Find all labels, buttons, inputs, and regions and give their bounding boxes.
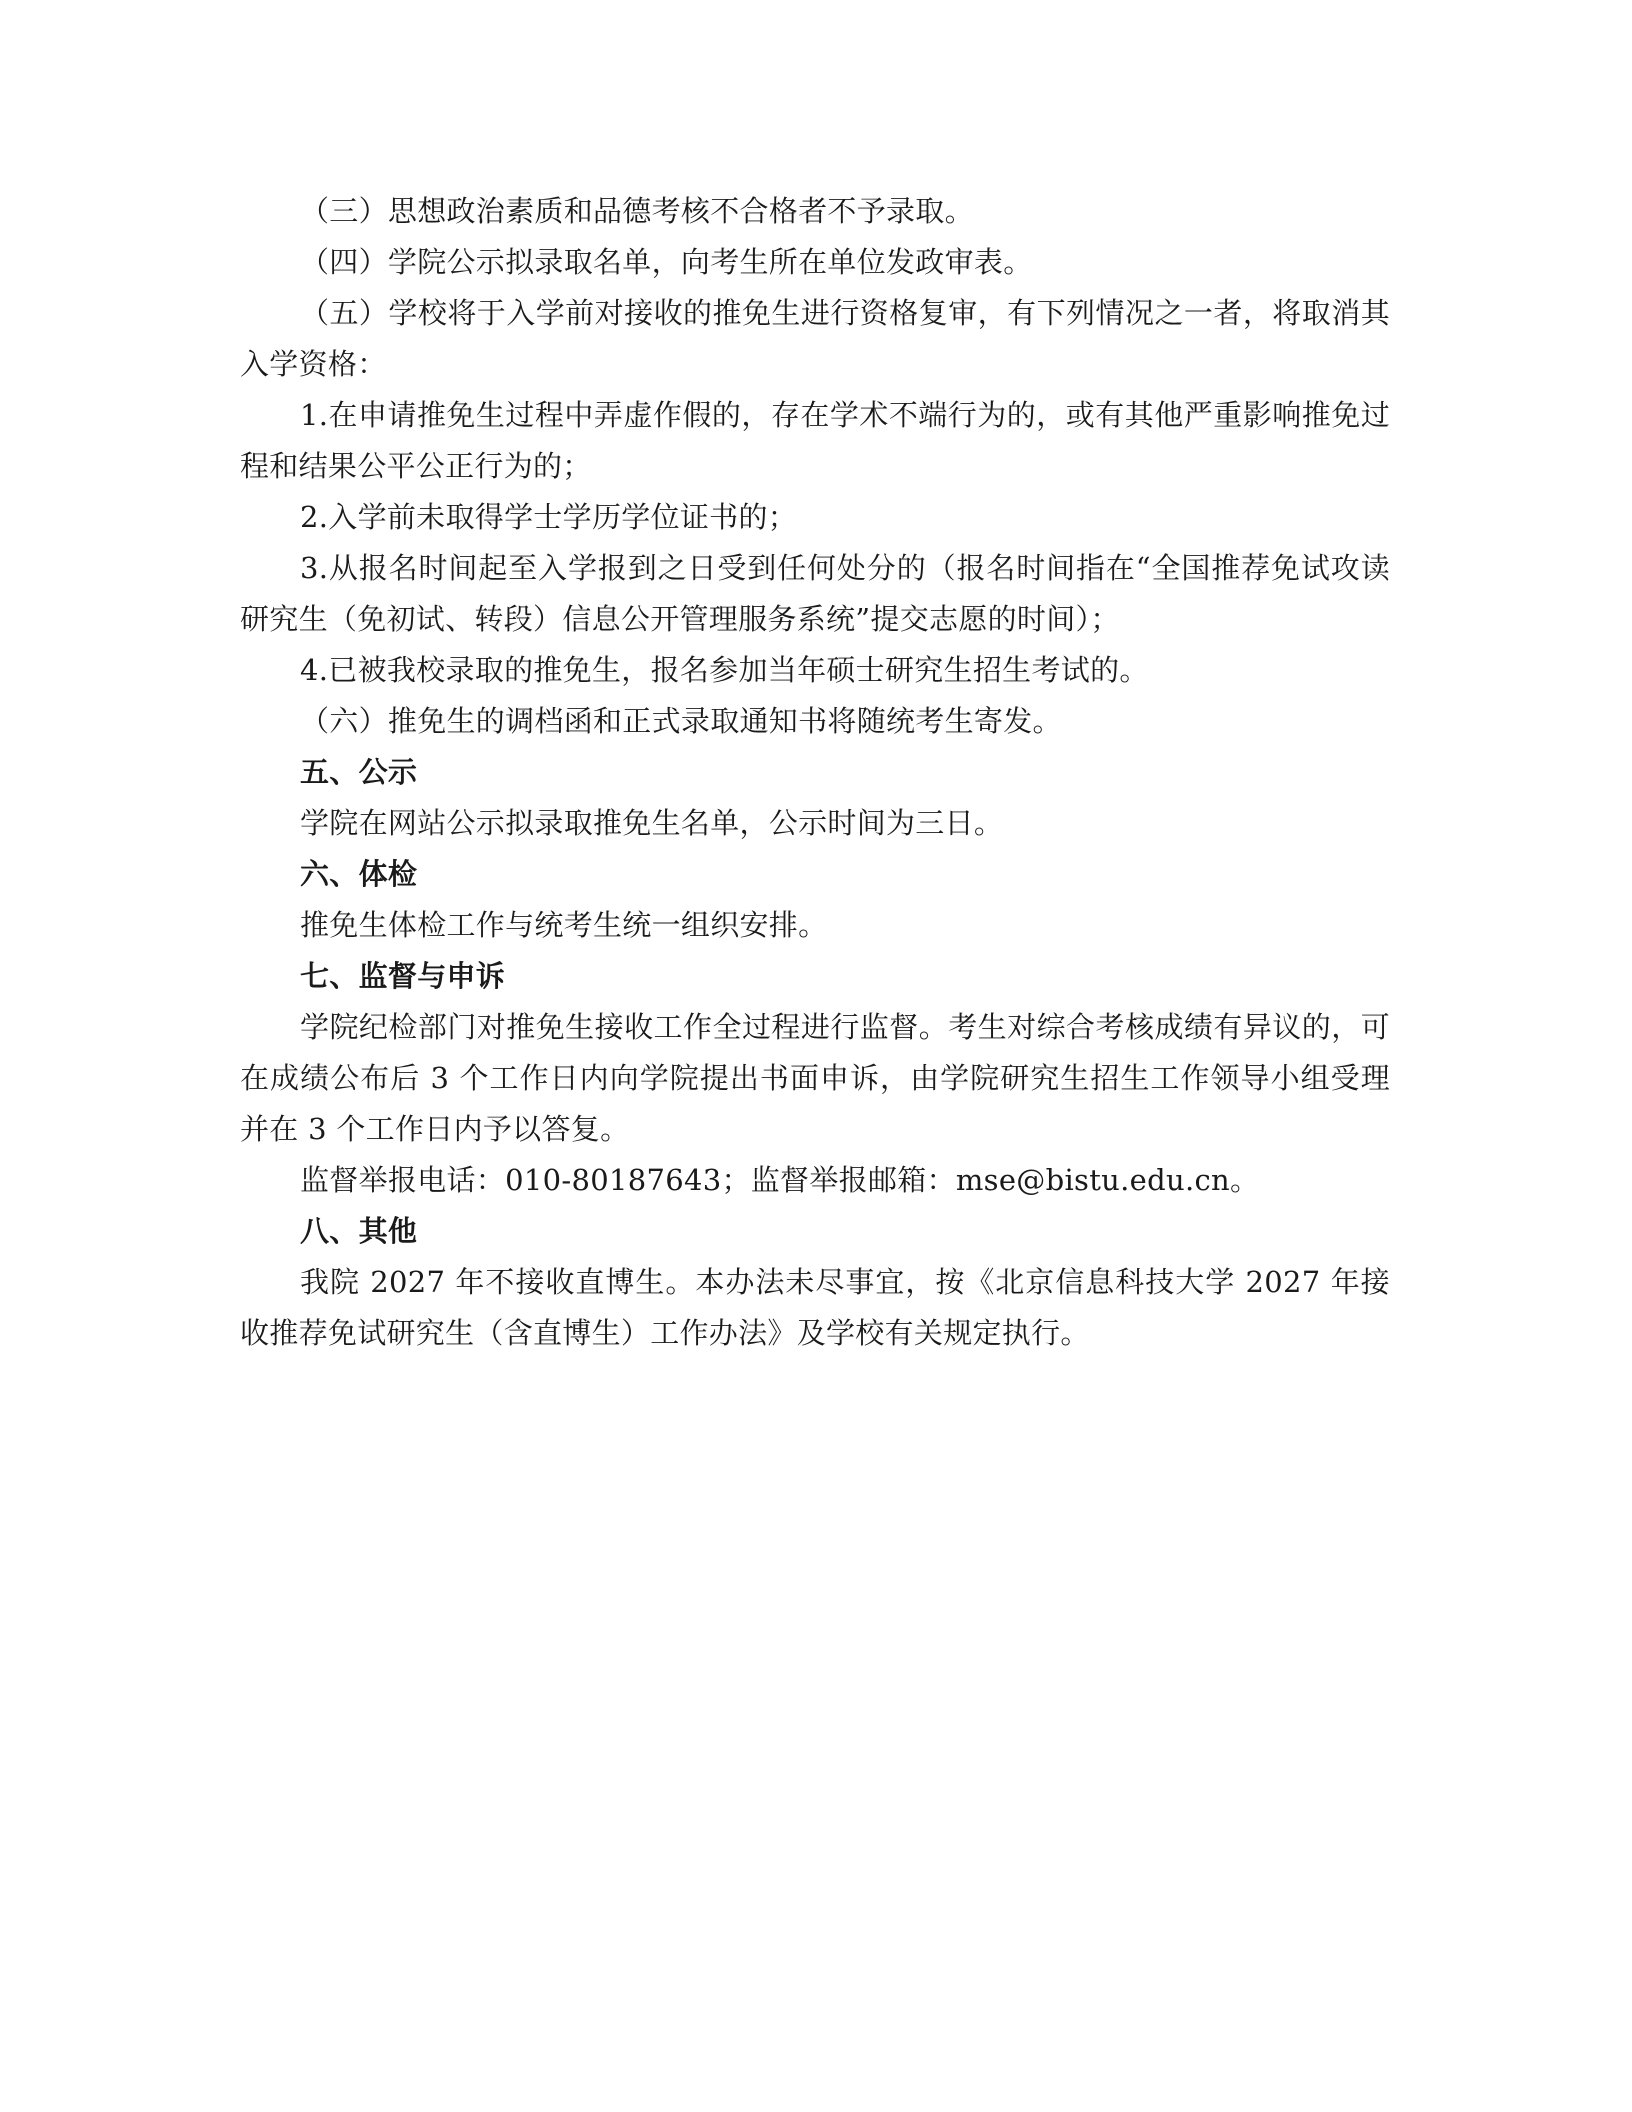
supervision-text: 学院纪检部门对推免生接收工作全过程进行监督。考生对综合考核成绩有异议的，可在成绩公布后 3 个工作日内向学院提出书面申诉，由学院研究生招生工作领导小组受理并在 3 个工作日内予以答复。 (240, 1010, 1390, 1146)
medical-exam-text: 推免生体检工作与统考生统一组织安排。 (300, 908, 828, 942)
section-heading-other: 八、其他 (300, 1214, 418, 1248)
report-contact: 监督举报电话：010-80187643；监督举报邮箱：mse@bistu.edu.cn。 (300, 1163, 1260, 1197)
paragraph-item-3: （三）思想政治素质和品德考核不合格者不予录取。 (300, 194, 974, 228)
condition-4: 4.已被我校录取的推免生，报名参加当年硕士研究生招生考试的。 (300, 653, 1149, 687)
condition-1: 1.在申请推免生过程中弄虚作假的，存在学术不端行为的，或有其他严重影响推免过程和结果公平公正行为的； (240, 398, 1390, 483)
paragraph-item-6: （六）推免生的调档函和正式录取通知书将随统考生寄发。 (300, 704, 1062, 738)
publicity-text: 学院在网站公示拟录取推免生名单，公示时间为三日。 (300, 806, 1004, 840)
paragraph-item-4: （四）学院公示拟录取名单，向考生所在单位发政审表。 (300, 245, 1033, 279)
section-heading-medical-exam: 六、体检 (300, 857, 418, 891)
condition-2: 2.入学前未取得学士学历学位证书的； (300, 500, 798, 534)
paragraph-item-5: （五）学校将于入学前对接收的推免生进行资格复审，有下列情况之一者，将取消其入学资格： (240, 296, 1390, 381)
other-text: 我院 2027 年不接收直博生。本办法未尽事宜，按《北京信息科技大学 2027 年接收推荐免试研究生（含直博生）工作办法》及学校有关规定执行。 (240, 1265, 1390, 1350)
condition-3: 3.从报名时间起至入学报到之日受到任何处分的（报名时间指在“全国推荐免试攻读研究生（免初试、转段）信息公开管理服务系统”提交志愿的时间）； (240, 551, 1390, 636)
section-heading-publicity: 五、公示 (300, 755, 418, 789)
section-heading-supervision: 七、监督与申诉 (300, 959, 506, 993)
document-body (240, 186, 1390, 1359)
